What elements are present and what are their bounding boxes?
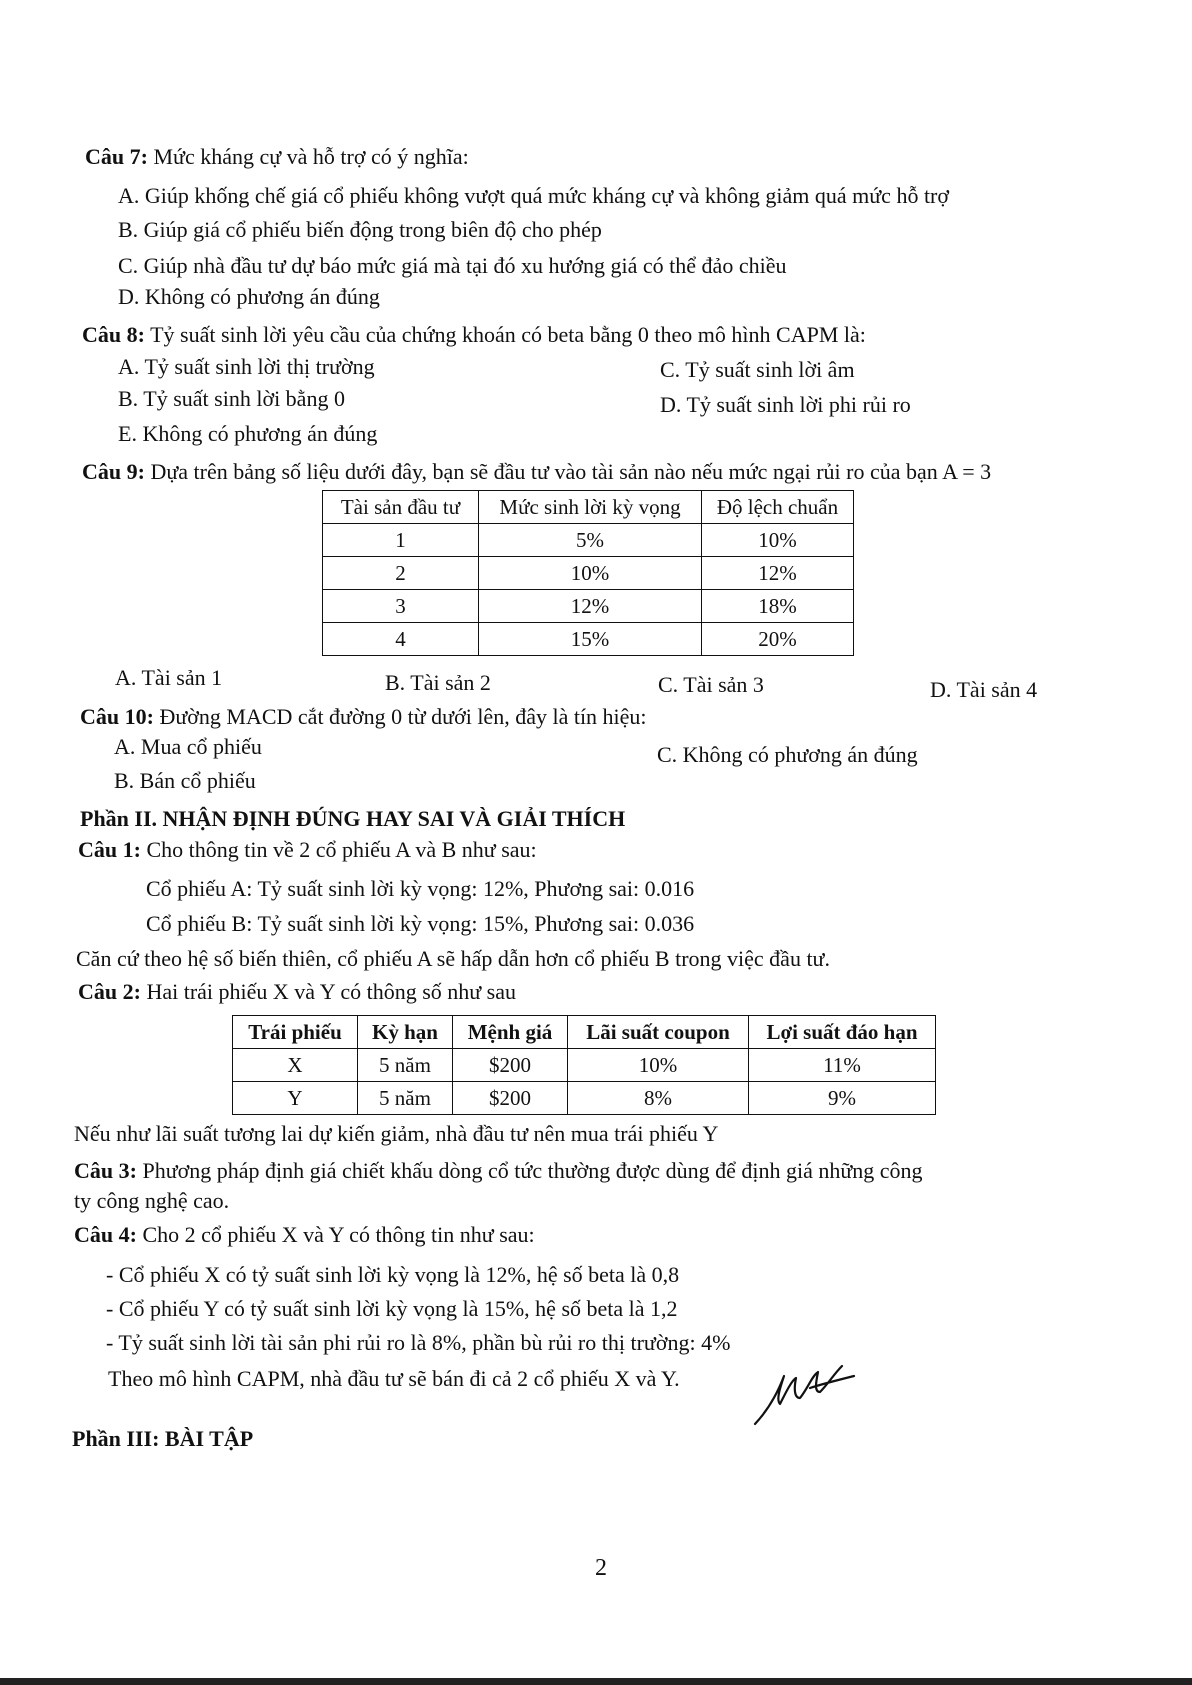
bond-header-cell: Lợi suất đáo hạn: [749, 1016, 936, 1049]
p2-q1-text: Cho thông tin về 2 cổ phiếu A và B như sau:: [146, 837, 537, 862]
q9-cell: 12%: [479, 590, 702, 623]
q10-option-b: B. Bán cổ phiếu: [114, 768, 256, 793]
table-row: [323, 623, 854, 656]
q9-cell: 15%: [479, 623, 702, 656]
p2-q2-table-header: [233, 1016, 936, 1049]
bond-cell: 8%: [568, 1082, 749, 1115]
signature: [750, 1358, 860, 1430]
bond-cell: 10%: [568, 1049, 749, 1082]
q7-option-b: B. Giúp giá cổ phiếu biến động trong biên độ cho phép: [118, 217, 602, 242]
table-row: [233, 1082, 936, 1115]
part3-heading: Phần III: BÀI TẬP: [72, 1426, 254, 1451]
p2-q4-line: [74, 1222, 535, 1248]
bond-cell: $200: [453, 1049, 568, 1082]
p2-q2-table: [232, 1015, 936, 1115]
bond-cell: X: [233, 1049, 358, 1082]
part2-heading: Phần II. NHẬN ĐỊNH ĐÚNG HAY SAI VÀ GIẢI THÍCH: [80, 806, 626, 831]
q9-cell: 18%: [702, 590, 854, 623]
q9-label: Câu 9:: [82, 459, 145, 484]
q8-option-e: E. Không có phương án đúng: [118, 421, 378, 446]
p2-q3-label: Câu 3:: [74, 1158, 137, 1183]
p2-q1-statement: Căn cứ theo hệ số biến thiên, cổ phiếu A sẽ hấp dẫn hơn cổ phiếu B trong việc đầu tư.: [76, 946, 830, 971]
q7-line: [85, 144, 469, 170]
q9-cell: 1: [323, 524, 479, 557]
q9-cell: 5%: [479, 524, 702, 557]
bottom-border: [0, 1678, 1192, 1685]
q9-header-cell: Độ lệch chuẩn: [702, 491, 854, 524]
q9-cell: 10%: [702, 524, 854, 557]
q9-option-a: A. Tài sản 1: [115, 665, 223, 690]
bond-header-cell: Lãi suất coupon: [568, 1016, 749, 1049]
p2-q4-statement: Theo mô hình CAPM, nhà đầu tư sẽ bán đi cả 2 cổ phiếu X và Y.: [108, 1366, 680, 1391]
p2-q3-text: Phương pháp định giá chiết khấu dòng cổ tức thường được dùng để định giá những công: [142, 1158, 923, 1183]
q9-line: [82, 459, 991, 485]
q9-cell: 3: [323, 590, 479, 623]
bond-header-cell: Trái phiếu: [233, 1016, 358, 1049]
q9-option-b: B. Tài sản 2: [385, 670, 491, 695]
p2-q1-stock-a: Cổ phiếu A: Tỷ suất sinh lời kỳ vọng: 12%, Phương sai: 0.016: [146, 876, 695, 901]
p2-q4-text: Cho 2 cổ phiếu X và Y có thông tin như sau:: [142, 1222, 535, 1247]
q9-table-header: [323, 491, 854, 524]
q10-line: [80, 704, 647, 730]
bond-cell: 11%: [749, 1049, 936, 1082]
page-number: 2: [595, 1555, 607, 1581]
q7-option-c: C. Giúp nhà đầu tư dự báo mức giá mà tại đó xu hướng giá có thể đảo chiều: [118, 253, 787, 278]
bond-cell: 9%: [749, 1082, 936, 1115]
p2-q4-bullet: - Tỷ suất sinh lời tài sản phi rủi ro là 8%, phần bù rủi ro thị trường: 4%: [106, 1330, 731, 1355]
q8-option-c: C. Tỷ suất sinh lời âm: [660, 357, 855, 382]
p2-q4-label: Câu 4:: [74, 1222, 137, 1247]
q10-label: Câu 10:: [80, 704, 154, 729]
bond-cell: $200: [453, 1082, 568, 1115]
q9-cell: 10%: [479, 557, 702, 590]
p2-q1-label: Câu 1:: [78, 837, 141, 862]
q9-cell: 4: [323, 623, 479, 656]
q9-cell: 2: [323, 557, 479, 590]
q10-option-c: C. Không có phương án đúng: [657, 742, 918, 767]
q8-line: [82, 322, 866, 348]
q8-option-b: B. Tỷ suất sinh lời bằng 0: [118, 386, 345, 411]
p2-q1-line: [78, 837, 537, 863]
bond-cell: 5 năm: [358, 1082, 453, 1115]
p2-q3-text-cont: ty công nghệ cao.: [74, 1188, 230, 1213]
q9-cell: 20%: [702, 623, 854, 656]
q7-option-a: A. Giúp khống chế giá cổ phiếu không vượt quá mức kháng cự và không giảm quá mức hỗ trợ: [118, 183, 950, 208]
table-row: [323, 590, 854, 623]
bond-cell: 5 năm: [358, 1049, 453, 1082]
p2-q2-statement: Nếu như lãi suất tương lai dự kiến giảm, nhà đầu tư nên mua trái phiếu Y: [74, 1121, 719, 1146]
q7-label: Câu 7:: [85, 144, 148, 169]
q10-text: Đường MACD cắt đường 0 từ dưới lên, đây là tín hiệu:: [159, 704, 647, 729]
p2-q3-line: [74, 1158, 923, 1184]
q9-option-d: D. Tài sản 4: [930, 677, 1038, 702]
q7-text: Mức kháng cự và hỗ trợ có ý nghĩa:: [153, 144, 469, 169]
p2-q1-stock-b: Cổ phiếu B: Tỷ suất sinh lời kỳ vọng: 15%, Phương sai: 0.036: [146, 911, 695, 936]
q9-text: Dựa trên bảng số liệu dưới đây, bạn sẽ đầu tư vào tài sản nào nếu mức ngại rủi ro của bạn A = 3: [150, 459, 992, 484]
q8-label: Câu 8:: [82, 322, 145, 347]
p2-q2-text: Hai trái phiếu X và Y có thông số như sau: [146, 979, 517, 1004]
q7-option-d: D. Không có phương án đúng: [118, 284, 380, 309]
q8-text: Tỷ suất sinh lời yêu cầu của chứng khoán có beta bằng 0 theo mô hình CAPM là:: [150, 322, 866, 347]
q8-option-d: D. Tỷ suất sinh lời phi rủi ro: [660, 392, 911, 417]
table-row: [323, 524, 854, 557]
q9-option-c: C. Tài sản 3: [658, 672, 764, 697]
bond-header-cell: Mệnh giá: [453, 1016, 568, 1049]
bond-header-cell: Kỳ hạn: [358, 1016, 453, 1049]
q9-cell: 12%: [702, 557, 854, 590]
p2-q2-label: Câu 2:: [78, 979, 141, 1004]
q9-table: [322, 490, 854, 656]
q10-option-a: A. Mua cổ phiếu: [114, 734, 262, 759]
p2-q4-bullet: - Cổ phiếu Y có tỷ suất sinh lời kỳ vọng là 15%, hệ số beta là 1,2: [106, 1296, 678, 1321]
p2-q4-bullet: - Cổ phiếu X có tỷ suất sinh lời kỳ vọng là 12%, hệ số beta là 0,8: [106, 1262, 680, 1287]
q8-option-a: A. Tỷ suất sinh lời thị trường: [118, 354, 375, 379]
bond-cell: Y: [233, 1082, 358, 1115]
q9-header-cell: Tài sản đầu tư: [323, 491, 479, 524]
table-row: [233, 1049, 936, 1082]
q9-header-cell: Mức sinh lời kỳ vọng: [479, 491, 702, 524]
p2-q2-line: [78, 979, 516, 1005]
table-row: [323, 557, 854, 590]
